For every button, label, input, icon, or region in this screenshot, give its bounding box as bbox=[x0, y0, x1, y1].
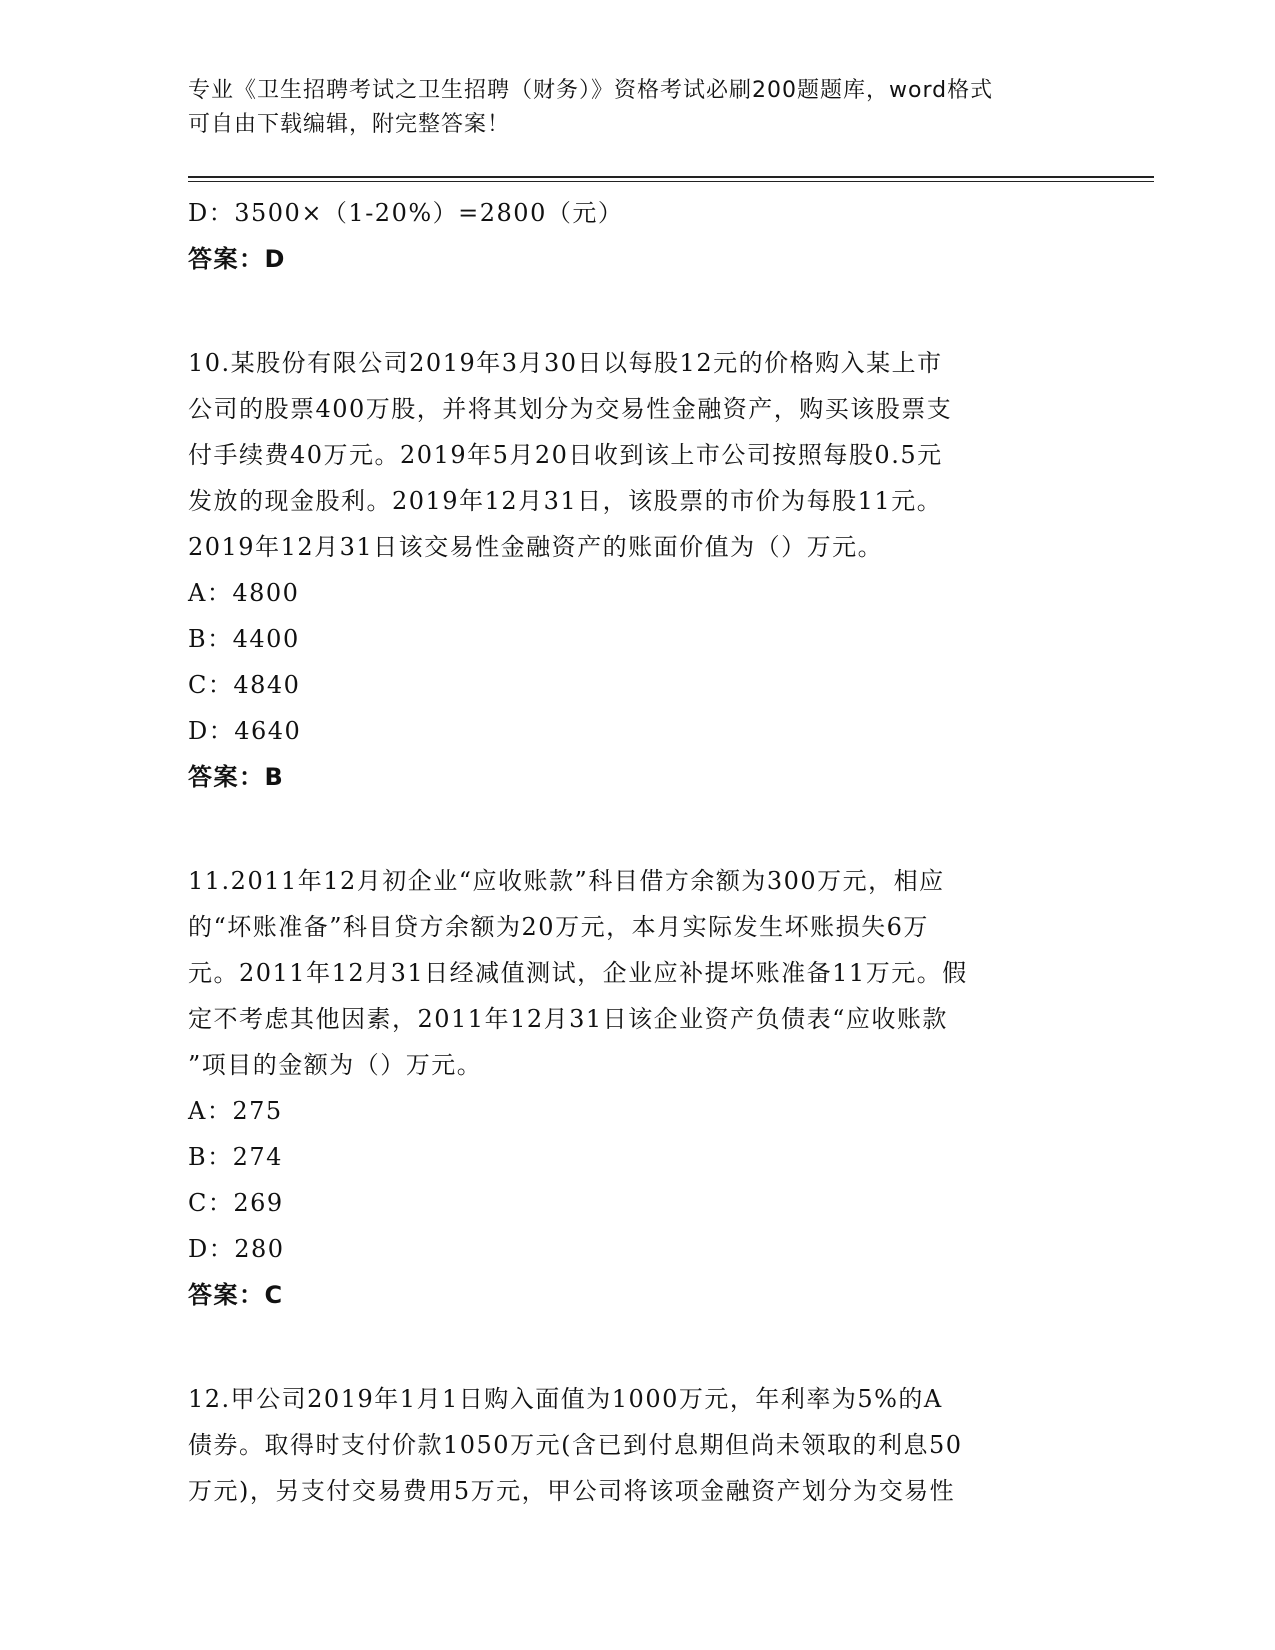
header-line-2: 可自由下载编辑，附完整答案！ bbox=[188, 112, 511, 137]
option-d: D：280 bbox=[188, 1235, 285, 1263]
document-body bbox=[188, 190, 1088, 1514]
header-divider-thick bbox=[188, 176, 1154, 178]
answer: 答案：C bbox=[188, 1281, 284, 1309]
question-text-line: 发放的现金股利。2019年12月31日，该股票的市价为每股11元。 bbox=[188, 487, 943, 515]
option-b: B：274 bbox=[188, 1143, 283, 1171]
header-divider-thin bbox=[188, 181, 1154, 182]
question-text-line: ”项目的金额为（）万元。 bbox=[188, 1051, 483, 1079]
question-text-line: 公司的股票400万股，并将其划分为交易性金融资产，购买该股票支 bbox=[188, 395, 953, 423]
question-text-line: 的“坏账准备”科目贷方余额为20万元，本月实际发生坏账损失6万 bbox=[188, 913, 929, 941]
option-a: A：275 bbox=[188, 1097, 283, 1125]
header-line-1: 专业《卫生招聘考试之卫生招聘（财务）》资格考试必刷200题题库，word格式 bbox=[188, 78, 994, 103]
answer: 答案：B bbox=[188, 763, 285, 791]
prev-option-d: D：3500×（1-20%）=2800（元） bbox=[188, 199, 624, 227]
option-c: C：269 bbox=[188, 1189, 284, 1217]
question-text-line: 11.2011年12月初企业“应收账款”科目借方余额为300万元，相应 bbox=[188, 867, 945, 895]
spacer bbox=[188, 800, 1088, 858]
option-a: A：4800 bbox=[188, 579, 300, 607]
question-text-line: 万元)，另支付交易费用5万元，甲公司将该项金融资产划分为交易性 bbox=[188, 1477, 956, 1505]
document-header bbox=[188, 74, 1088, 142]
question-text-line: 定不考虑其他因素，2011年12月31日该企业资产负债表“应收账款 bbox=[188, 1005, 948, 1033]
option-c: C：4840 bbox=[188, 671, 301, 699]
question-text-line: 2019年12月31日该交易性金融资产的账面价值为（）万元。 bbox=[188, 533, 884, 561]
spacer bbox=[188, 1318, 1088, 1376]
question-text-line: 10.某股份有限公司2019年3月30日以每股12元的价格购入某上市 bbox=[188, 349, 943, 377]
question-12 bbox=[188, 1376, 1088, 1514]
spacer bbox=[188, 282, 1088, 340]
question-text-line: 付手续费40万元。2019年5月20日收到该上市公司按照每股0.5元 bbox=[188, 441, 943, 469]
question-10 bbox=[188, 340, 1088, 800]
question-text-line: 12.甲公司2019年1月1日购入面值为1000万元，年利率为5%的A bbox=[188, 1385, 943, 1413]
question-text-line: 元。2011年12月31日经减值测试，企业应补提坏账准备11万元。假 bbox=[188, 959, 968, 987]
prev-answer: 答案：D bbox=[188, 245, 286, 273]
question-text-line: 债券。取得时支付价款1050万元(含已到付息期但尚未领取的利息50 bbox=[188, 1431, 963, 1459]
option-d: D：4640 bbox=[188, 717, 302, 745]
question-11 bbox=[188, 858, 1088, 1318]
option-b: B：4400 bbox=[188, 625, 300, 653]
